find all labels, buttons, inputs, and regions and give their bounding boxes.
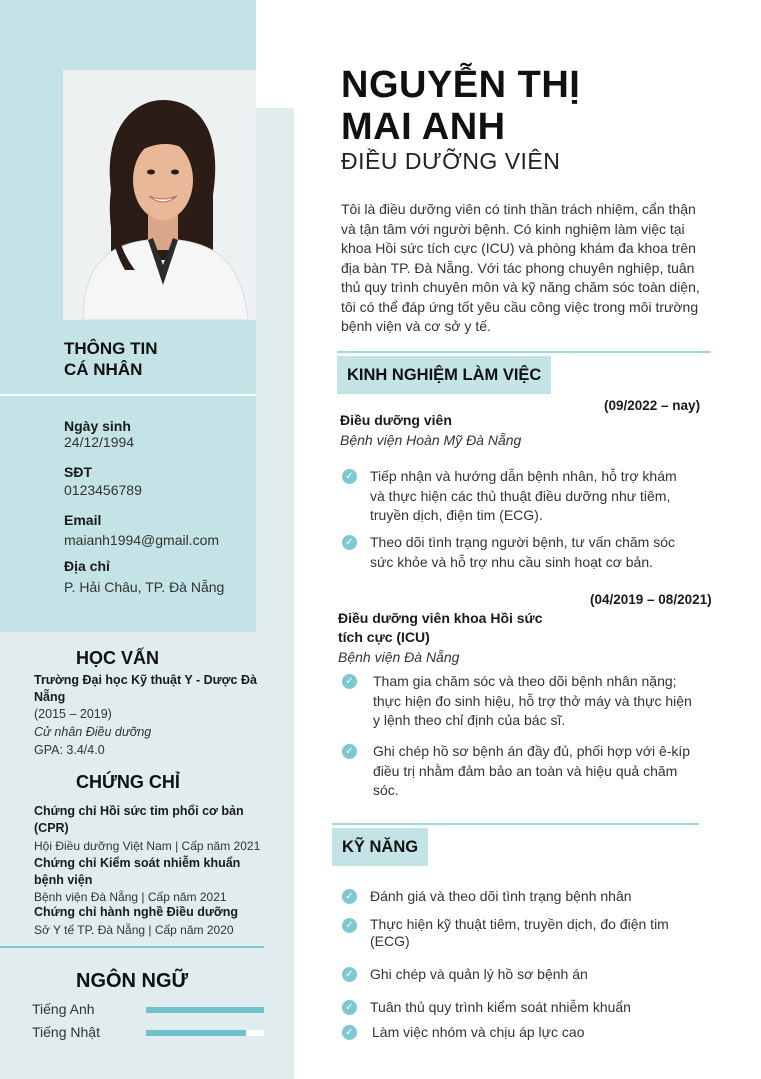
education-period: (2015 – 2019) (34, 707, 112, 721)
job-place: Bệnh viện Hoàn Mỹ Đà Nẵng (340, 432, 522, 448)
birthdate-label: Ngày sinh (64, 418, 131, 434)
list-item (342, 1023, 712, 1043)
certificate-name: Chứng chỉ Hồi sức tim phổi cơ bản (CPR) (34, 804, 244, 835)
job-role: Điều dưỡng viên khoa Hồi sức tích cực (ICU) (338, 610, 543, 645)
skills-title: KỸ NĂNG (332, 828, 428, 866)
address-value: P. Hải Châu, TP. Đà Nẵng (64, 579, 225, 595)
job-role: Điều dưỡng viên (340, 412, 452, 428)
phone-label: SĐT (64, 464, 92, 480)
job-place: Bệnh viện Đà Nẵng (338, 649, 460, 665)
languages-title: NGÔN NGỮ (76, 970, 189, 992)
divider (0, 946, 264, 948)
list-item (342, 672, 692, 731)
list-item (342, 467, 682, 526)
check-circle-icon: ✓ (342, 1025, 357, 1040)
list-item-text: Tham gia chăm sóc và theo dõi bệnh nhân nặng; thực hiện đo sinh hiệu, hỗ trợ thở máy và thực hiện y lệnh theo chỉ định của bác sĩ. (373, 673, 692, 728)
job-date: (09/2022 – nay) (604, 398, 701, 413)
certificate-issuer: Hội Điều dưỡng Việt Nam | Cấp năm 2021 (34, 839, 261, 853)
birthdate-value: 24/12/1994 (64, 434, 135, 450)
check-circle-icon: ✓ (342, 674, 357, 689)
email-value: maianh1994@gmail.com (64, 532, 220, 548)
list-item (342, 533, 682, 572)
certificate-name: Chứng chỉ Kiểm soát nhiễm khuẩn bệnh viện (34, 856, 241, 887)
list-item (342, 998, 712, 1018)
education-school: Trường Đại học Kỹ thuật Y - Dược Đà Nẵng (34, 673, 257, 704)
check-circle-icon: ✓ (342, 744, 357, 759)
name-line2: MAI ANH (341, 106, 506, 148)
list-item-text: Đánh giá và theo dõi tình trạng bệnh nhân (370, 888, 632, 904)
phone-value: 0123456789 (64, 482, 142, 498)
profile-photo (63, 70, 256, 320)
language-level-fill (146, 1007, 264, 1013)
personal-info-title-line1: THÔNG TIN (64, 339, 158, 358)
list-item-text: Thực hiện kỹ thuật tiêm, truyền dịch, đo điện tim (ECG) (370, 916, 669, 949)
check-circle-icon: ✓ (342, 469, 357, 484)
personal-info-title-line2: CÁ NHÂN (64, 360, 143, 379)
email-label: Email (64, 512, 102, 528)
job-date: (04/2019 – 08/2021) (590, 592, 712, 607)
education-gpa: GPA: 3.4/4.0 (34, 743, 105, 757)
education-title: HỌC VẤN (76, 648, 160, 668)
list-item (342, 965, 712, 985)
language-level-bar (146, 1030, 264, 1036)
list-item-text: Theo dõi tình trạng người bệnh, tư vấn chăm sóc sức khỏe và hỗ trợ nhu cầu sinh hoạt cơ bản. (370, 534, 675, 570)
sidebar-strip (256, 108, 294, 632)
check-circle-icon: ✓ (342, 889, 357, 904)
language-level-fill (146, 1030, 246, 1036)
language-level-bar (146, 1007, 264, 1013)
list-item (342, 742, 692, 801)
check-circle-icon: ✓ (342, 1000, 357, 1015)
list-item-text: Tuân thủ quy trình kiểm soát nhiễm khuẩn (370, 999, 631, 1015)
check-circle-icon: ✓ (342, 918, 357, 933)
divider (332, 823, 699, 825)
certificate-issuer: Bệnh viện Đà Nẵng | Cấp năm 2021 (34, 890, 227, 904)
list-item (342, 887, 712, 907)
list-item (342, 916, 712, 950)
language-name: Tiếng Anh (32, 1001, 95, 1017)
check-circle-icon: ✓ (342, 535, 357, 550)
summary-text: Tôi là điều dưỡng viên có tinh thần trách nhiệm, cẩn thận và tận tâm với người bệnh. Có kinh nghiệm làm việc tại khoa Hồi sức tích cực (ICU) và phòng khám đa khoa trên địa bàn TP. Đà Nẵng. Với tác phong chuyên nghiệp, tuân thủ quy trình chuyên môn và kỹ năng chăm sóc toàn diện, tôi có thể đáp ứng tốt yêu cầu công việc trong môi trường bệnh viện và cơ sở y tế. (341, 201, 700, 334)
full-name (341, 64, 580, 148)
list-item-text: Ghi chép hồ sơ bệnh án đầy đủ, phối hợp với ê-kíp điều trị nhằm đảm bảo an toàn và hiệu quả chăm sóc. (373, 743, 691, 798)
experience-title: KINH NGHIỆM LÀM VIỆC (337, 356, 551, 394)
divider (337, 351, 711, 353)
list-item-text: Làm việc nhóm và chịu áp lực cao (372, 1024, 585, 1040)
certificate-name: Chứng chỉ hành nghề Điều dưỡng (34, 905, 239, 919)
certificates-title: CHỨNG CHỈ (76, 772, 180, 792)
name-line1: NGUYỄN THỊ (341, 64, 581, 106)
check-circle-icon: ✓ (342, 967, 357, 982)
language-name: Tiếng Nhật (32, 1024, 100, 1040)
personal-info-title (64, 338, 158, 380)
job-title: ĐIỀU DƯỠNG VIÊN (341, 148, 561, 174)
certificate-issuer: Sở Y tế TP. Đà Nẵng | Cấp năm 2020 (34, 923, 234, 937)
education-degree: Cử nhân Điều dưỡng (34, 725, 152, 739)
list-item-text: Ghi chép và quản lý hồ sơ bệnh án (370, 966, 588, 982)
divider (0, 394, 256, 396)
address-label: Địa chỉ (64, 558, 110, 574)
list-item-text: Tiếp nhận và hướng dẫn bệnh nhân, hỗ trợ khám và thực hiện các thủ thuật điều dưỡng như tiêm, truyền dịch, điện tim (ECG). (370, 468, 677, 523)
